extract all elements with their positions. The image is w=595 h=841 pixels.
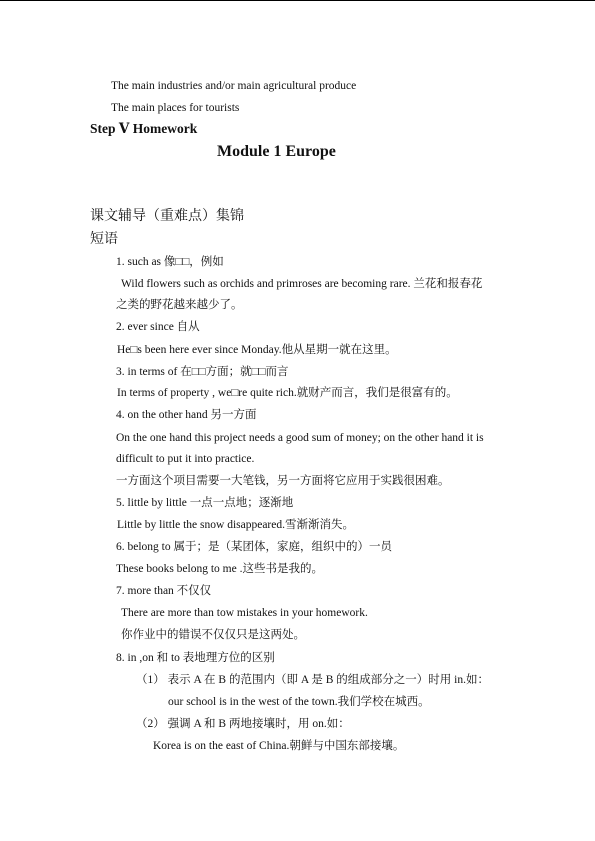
item-8-sub-2: （2） 强调 A 和 B 两地接壤时，用 on.如： <box>136 718 350 730</box>
item-6-head: 6. belong to 属于；是（某团体，家庭，组织中的）一员 <box>116 541 392 553</box>
section-heading: 课文辅导（重难点）集锦 <box>90 208 244 224</box>
outline-industries: The main industries and/or main agricultural produce <box>111 80 357 92</box>
item-7-head: 7. more than 不仅仅 <box>116 585 212 597</box>
sub-heading: 短语 <box>90 231 118 247</box>
outline-places: The main places for tourists <box>111 102 240 114</box>
item-3-example: In terms of property , we□re quite rich.就财产而言，我们是很富有的。 <box>117 387 458 399</box>
module-title: Module 1 Europe <box>217 143 336 160</box>
item-1-head: 1. such as 像□□，例如 <box>116 256 224 268</box>
item-8-sub-2-example: Korea is on the east of China.朝鲜与中国东部接壤。 <box>153 740 405 752</box>
item-8-sub-1: （1） 表示 A 在 B 的范围内（即 A 是 B 的组成部分之一）时用 in.如： <box>136 674 489 686</box>
item-8-sub-1-example: our school is in the west of the town.我们学校在城西。 <box>168 696 430 708</box>
item-7-translation: 你作业中的错误不仅仅只是这两处。 <box>121 629 305 641</box>
item-1-example: Wild flowers such as orchids and primroses are becoming rare. 兰花和报春花 <box>121 278 483 290</box>
item-8-head: 8. in ,on 和 to 表地理方位的区别 <box>116 652 275 664</box>
item-4-example-cont: difficult to put it into practice. <box>116 453 255 465</box>
item-5-head: 5. little by little 一点一点地；逐渐地 <box>116 497 294 509</box>
item-2-head: 2. ever since 自从 <box>116 321 200 333</box>
item-3-head: 3. in terms of 在□□方面；就□□而言 <box>116 366 289 378</box>
item-4-translation: 一方面这个项目需要一大笔钱，另一方面将它应用于实践很困难。 <box>116 475 450 487</box>
page-top-border <box>0 0 595 1</box>
step-heading: Step Ⅴ Homework <box>90 121 198 136</box>
item-6-example: These books belong to me .这些书是我的。 <box>116 563 323 575</box>
item-4-example: On the one hand this project needs a good sum of money; on the other hand it is <box>116 432 484 444</box>
item-1-example-cont: 之类的野花越来越少了。 <box>116 299 243 311</box>
item-7-example: There are more than tow mistakes in your homework. <box>121 607 368 619</box>
item-2-example: He□s been here ever since Monday.他从星期一就在这里。 <box>117 344 397 356</box>
item-5-example: Little by little the snow disappeared.雪渐渐消失。 <box>117 519 354 531</box>
item-4-head: 4. on the other hand 另一方面 <box>116 409 257 421</box>
